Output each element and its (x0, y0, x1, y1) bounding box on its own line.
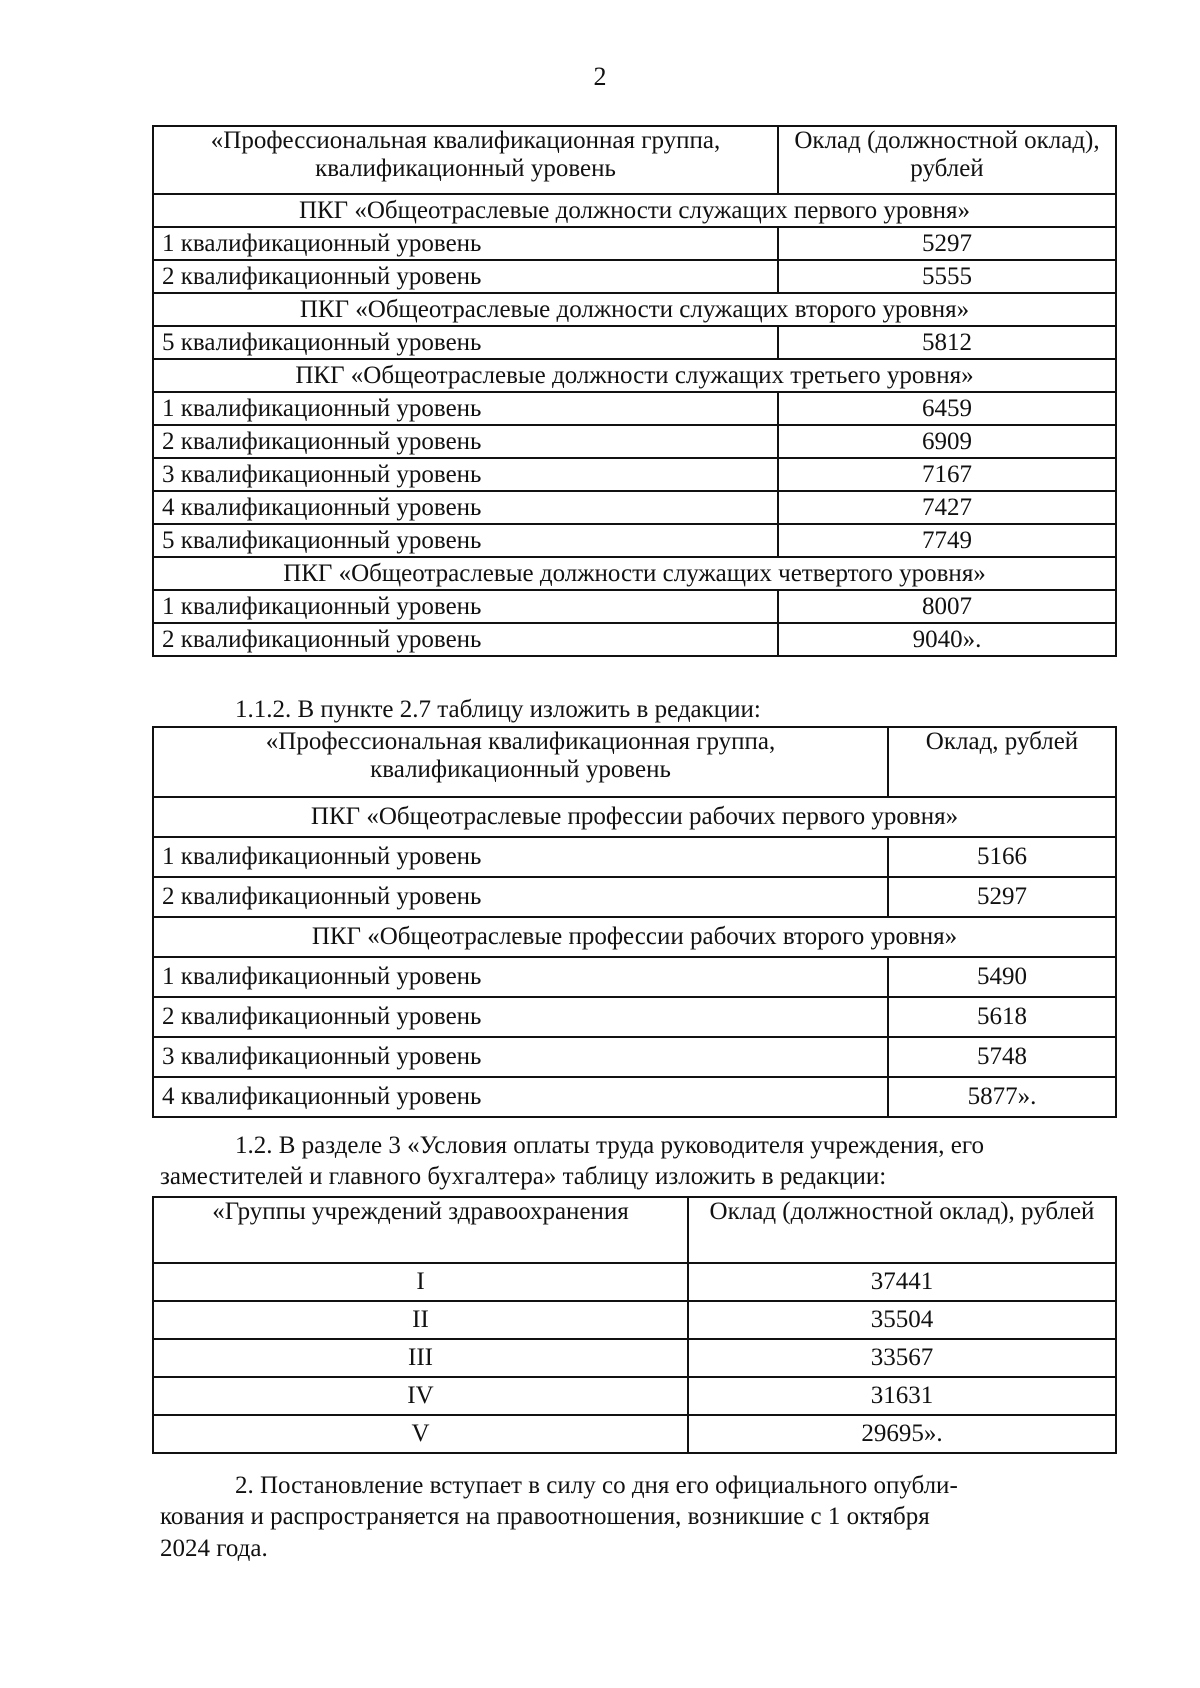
table-row (153, 1415, 1116, 1453)
table-row (153, 260, 1116, 293)
paragraph-2-line-1: 2. Постановление вступает в силу со дня его официального опубли- (235, 1472, 958, 1499)
salary-cell: 35504 (688, 1301, 1116, 1339)
salary-table-employees (152, 125, 1117, 657)
salary-cell: 5490 (888, 957, 1116, 997)
table-header-row (153, 1197, 1116, 1263)
group-heading-row (153, 194, 1116, 227)
level-cell: III (153, 1339, 688, 1377)
level-cell: 2 квалификационный уровень (153, 425, 778, 458)
level-cell: 3 квалификационный уровень (153, 1037, 888, 1077)
salary-cell: 5297 (778, 227, 1116, 260)
salary-cell: 7427 (778, 491, 1116, 524)
header-cell: «Профессиональная квалификационная группа, квалификационный уровень (153, 126, 778, 194)
salary-cell: 5748 (888, 1037, 1116, 1077)
paragraph-1-1-2: 1.1.2. В пункте 2.7 таблицу изложить в редакции: (235, 696, 761, 723)
table-header-row (153, 727, 1116, 797)
page-number: 2 (593, 62, 607, 91)
salary-cell: 5555 (778, 260, 1116, 293)
level-cell: 1 квалификационный уровень (153, 392, 778, 425)
group-heading-row (153, 359, 1116, 392)
level-cell: 1 квалификационный уровень (153, 590, 778, 623)
table-row (153, 997, 1116, 1037)
table-row (153, 1037, 1116, 1077)
paragraph-2 (160, 1470, 1110, 1564)
table-header-row (153, 126, 1116, 194)
table-row (153, 227, 1116, 260)
salary-cell: 29695». (688, 1415, 1116, 1453)
table-row (153, 1077, 1116, 1117)
header-cell: «Группы учреждений здравоохранения (153, 1197, 688, 1263)
table-row (153, 1339, 1116, 1377)
table-row (153, 524, 1116, 557)
level-cell: 4 квалификационный уровень (153, 491, 778, 524)
salary-cell: 7749 (778, 524, 1116, 557)
group-heading-cell: ПКГ «Общеотраслевые должности служащих первого уровня» (153, 194, 1116, 227)
level-cell: 1 квалификационный уровень (153, 227, 778, 260)
table-row (153, 590, 1116, 623)
table-row (153, 837, 1116, 877)
salary-cell: 33567 (688, 1339, 1116, 1377)
salary-table-workers (152, 726, 1117, 1118)
paragraph-1-2 (160, 1130, 1110, 1193)
salary-cell: 7167 (778, 458, 1116, 491)
paragraph-1-2-line-2: заместителей и главного бухгалтера» таблицу изложить в редакции: (160, 1163, 887, 1191)
salary-cell: 5297 (888, 877, 1116, 917)
salary-cell: 6909 (778, 425, 1116, 458)
level-cell: 4 квалификационный уровень (153, 1077, 888, 1117)
table-row (153, 458, 1116, 491)
group-heading-cell: ПКГ «Общеотраслевые должности служащих второго уровня» (153, 293, 1116, 326)
table-row (153, 1263, 1116, 1301)
level-cell: 2 квалификационный уровень (153, 623, 778, 656)
paragraph-2-line-3: 2024 года. (160, 1534, 268, 1562)
level-cell: 1 квалификационный уровень (153, 957, 888, 997)
salary-cell: 5618 (888, 997, 1116, 1037)
group-heading-row (153, 293, 1116, 326)
group-heading-cell: ПКГ «Общеотраслевые должности служащих четвертого уровня» (153, 557, 1116, 590)
level-cell: V (153, 1415, 688, 1453)
table-row (153, 392, 1116, 425)
table-row (153, 491, 1116, 524)
table-row (153, 623, 1116, 656)
header-cell: Оклад (должностной оклад), рублей (688, 1197, 1116, 1263)
level-cell: 1 квалификационный уровень (153, 837, 888, 877)
salary-cell: 9040». (778, 623, 1116, 656)
header-cell: Оклад, рублей (888, 727, 1116, 797)
table-row (153, 1301, 1116, 1339)
salary-cell: 6459 (778, 392, 1116, 425)
salary-cell: 8007 (778, 590, 1116, 623)
level-cell: 2 квалификационный уровень (153, 997, 888, 1037)
salary-cell: 5812 (778, 326, 1116, 359)
group-heading-cell: ПКГ «Общеотраслевые профессии рабочих второго уровня» (153, 917, 1116, 957)
level-cell: 2 квалификационный уровень (153, 877, 888, 917)
table-row (153, 425, 1116, 458)
group-heading-cell: ПКГ «Общеотраслевые профессии рабочих первого уровня» (153, 797, 1116, 837)
group-heading-row (153, 557, 1116, 590)
salary-cell: 37441 (688, 1263, 1116, 1301)
salary-cell: 5166 (888, 837, 1116, 877)
group-heading-row (153, 797, 1116, 837)
group-heading-cell: ПКГ «Общеотраслевые должности служащих третьего уровня» (153, 359, 1116, 392)
level-cell: 3 квалификационный уровень (153, 458, 778, 491)
salary-table-managers (152, 1196, 1117, 1454)
paragraph-1-2-line-1: 1.2. В разделе 3 «Условия оплаты труда руководителя учреждения, его (235, 1132, 984, 1159)
level-cell: 5 квалификационный уровень (153, 326, 778, 359)
table-row (153, 326, 1116, 359)
salary-cell: 31631 (688, 1377, 1116, 1415)
group-heading-row (153, 917, 1116, 957)
salary-cell: 5877». (888, 1077, 1116, 1117)
table-row (153, 957, 1116, 997)
level-cell: 2 квалификационный уровень (153, 260, 778, 293)
level-cell: 5 квалификационный уровень (153, 524, 778, 557)
level-cell: IV (153, 1377, 688, 1415)
level-cell: II (153, 1301, 688, 1339)
header-cell: «Профессиональная квалификационная группа, квалификационный уровень (153, 727, 888, 797)
level-cell: I (153, 1263, 688, 1301)
table-row (153, 1377, 1116, 1415)
header-cell: Оклад (должностной оклад), рублей (778, 126, 1116, 194)
table-row (153, 877, 1116, 917)
paragraph-2-line-2: кования и распространяется на правоотношения, возникшие с 1 октября (160, 1503, 930, 1531)
